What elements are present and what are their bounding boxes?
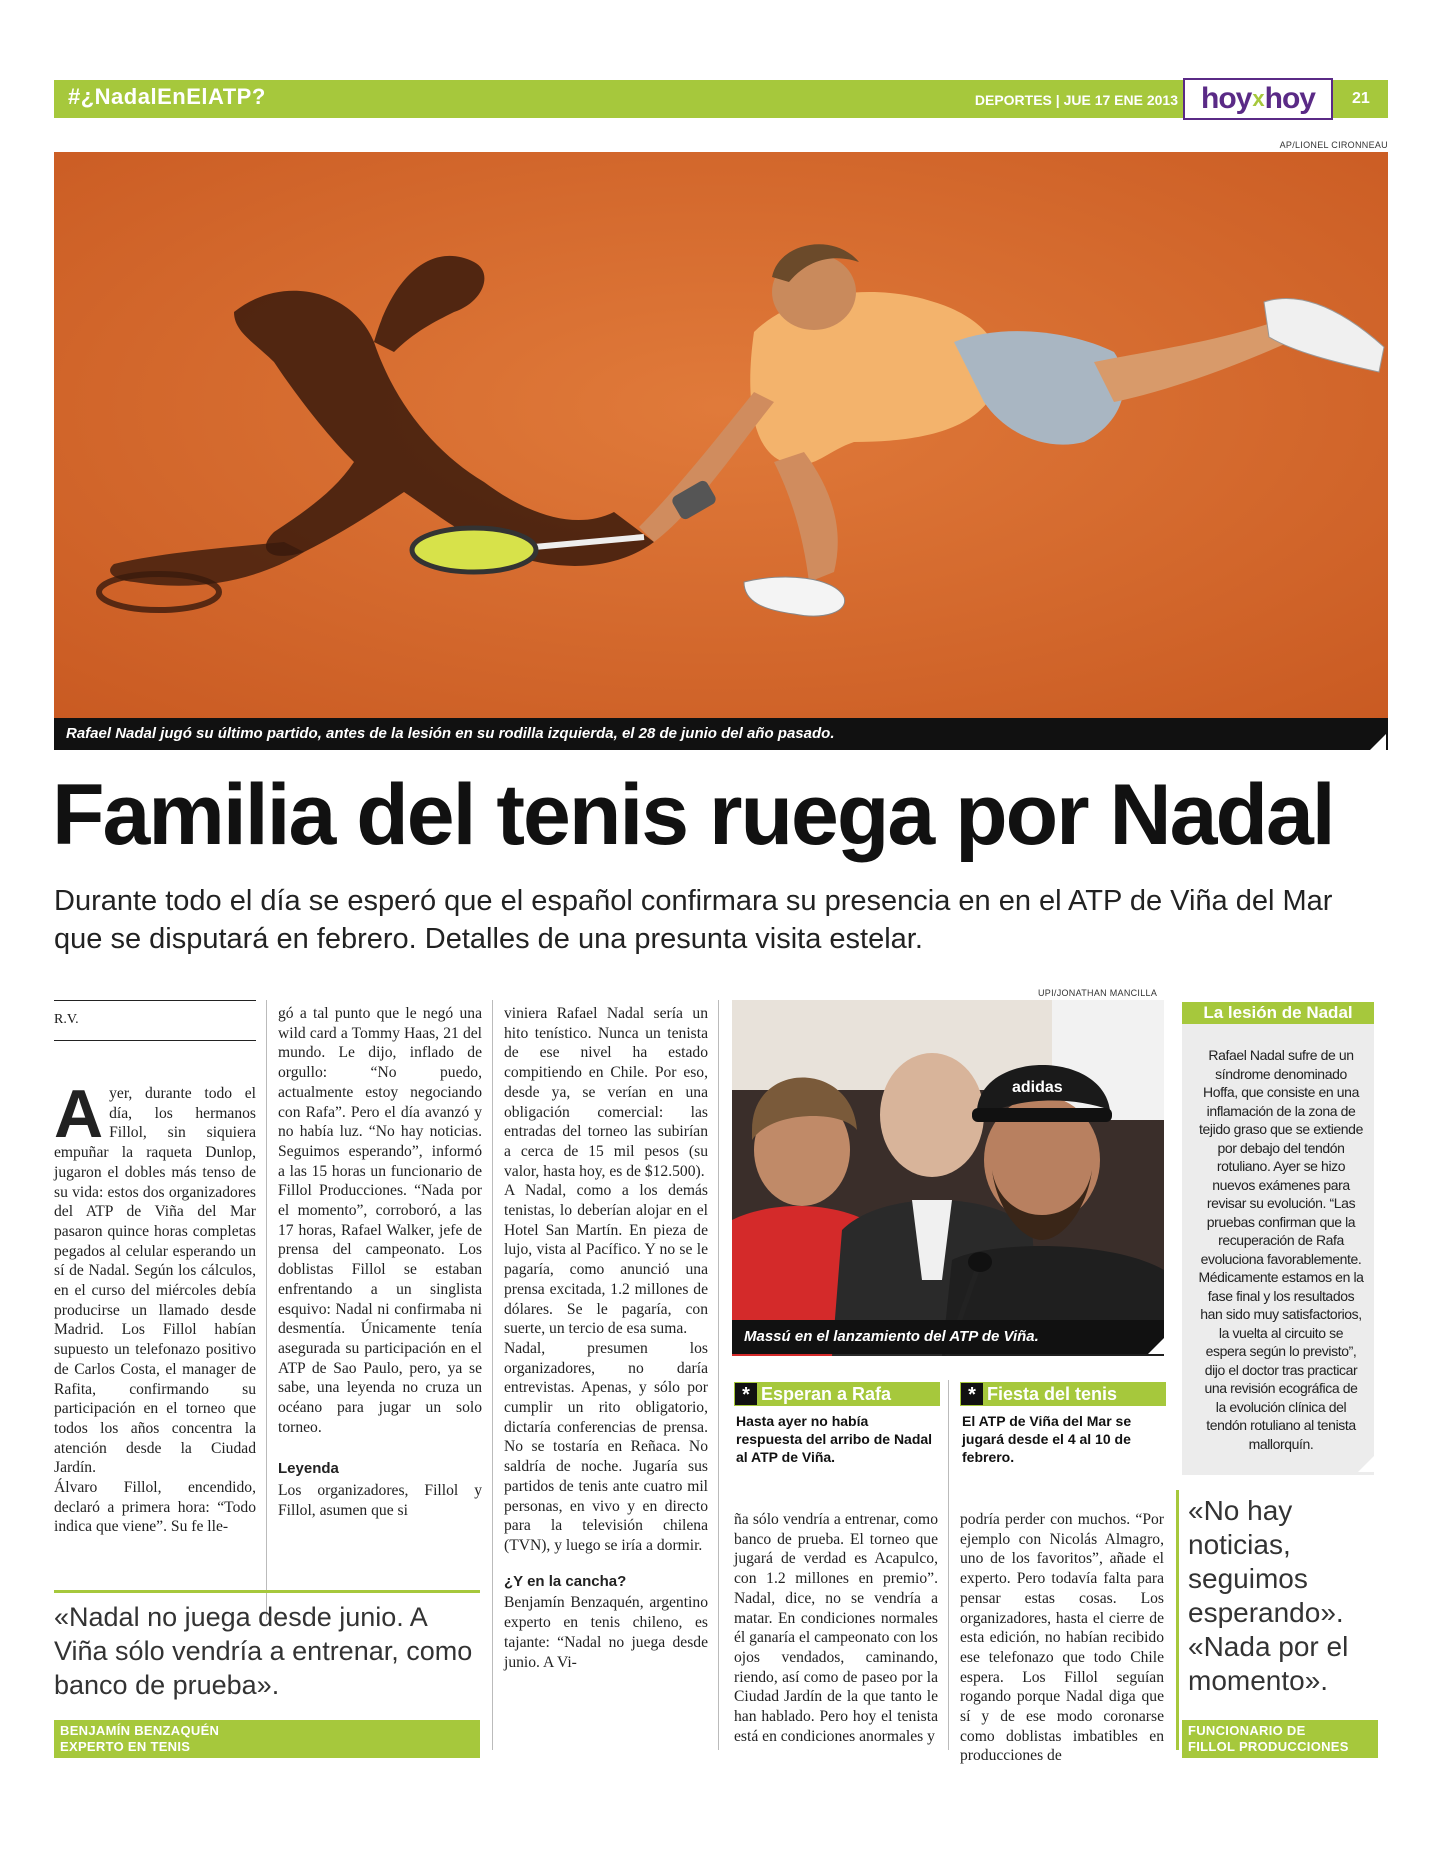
pull-quote-1: «Nadal no juega desde junio. A Viña sólo vendría a entrenar, como banco de prueba». bbox=[54, 1602, 473, 1700]
quote1-name: BENJAMÍN BENZAQUÉN bbox=[60, 1723, 220, 1738]
quote1-role: EXPERTO EN TENIS bbox=[60, 1739, 191, 1754]
caption2-corner-icon bbox=[1148, 1338, 1164, 1354]
quote2-attribution bbox=[1182, 1720, 1378, 1758]
sidebar2-text: El ATP de Viña del Mar se jugará desde el 4 al 10 de febrero. bbox=[962, 1413, 1132, 1465]
asterisk-icon: * bbox=[961, 1383, 983, 1405]
column-divider-3 bbox=[718, 1000, 719, 1750]
quote2-name: FUNCIONARIO DE bbox=[1188, 1723, 1306, 1738]
headline: Familia del tenis ruega por Nadal bbox=[52, 767, 1334, 863]
col3-paragraph-3: Nadal, presumen los organizadores, no daría entrevistas. Apenas, y sólo por cumplir un rito obligatorio, dictaría conferencias de prensa. No se tostaría en Reñaca. No saldría de noche. Jugaría sus partidos de tenis ante cuatro mil personas, en vivo y en directo para la televisión chilena (TVN), y luego se iría a dormir. bbox=[504, 1339, 708, 1554]
pull-quote-2: «No hay noticias, seguimos esperando». «Nada por el momento». bbox=[1188, 1495, 1349, 1696]
box-corner-icon bbox=[1358, 1456, 1374, 1472]
col3-paragraph: viniera Rafael Nadal sería un hito tenístico. Nunca un tenista de ese nivel ha estado compitiendo en Chile. Por eso, desde ya, se verían en una obligación comercial: las entradas del torneo las subirían a cerca de 15 mil pesos (su valor, hasta hoy, es de $12.500). bbox=[504, 1005, 708, 1180]
col3-paragraph-4: Benjamín Benzaquén, argentino experto en tenis chileno, es tajante: “Nadal no juega desde junio. A Vi- bbox=[504, 1594, 708, 1671]
injury-box-text: Rafael Nadal sufre de un síndrome denominado Hoffa, que consiste en una inflamación de la zona de tejido graso que se extiende por debajo del tendón rotuliano. Ayer se hizo nuevos exámenes para revisar su evolución. “Las pruebas confirman que la recuperación de Rafa evoluciona favorablemente. Médicamente estamos en la fase final y los resultados han sido muy satisfactorios, la vuelta al circuito se espera según lo previsto”, dijo el doctor tras practicar una revisión ecográfica de la evolución clínica del tendón rotuliano al tenista mallorquín. bbox=[1198, 1047, 1364, 1452]
article-column-3 bbox=[504, 1004, 708, 1672]
sidebar1-title: Esperan a Rafa bbox=[761, 1384, 892, 1404]
article-column-5 bbox=[960, 1510, 1164, 1766]
quote2-role: FILLOL PRODUCCIONES bbox=[1188, 1739, 1349, 1754]
drop-cap: A bbox=[54, 1076, 104, 1152]
subhead-leyenda: Leyenda bbox=[278, 1460, 339, 1478]
subhead-cancha: ¿Y en la cancha? bbox=[504, 1572, 627, 1590]
article-column-1 bbox=[54, 1076, 256, 1537]
newspaper-logo bbox=[1183, 78, 1333, 120]
photo2-caption: Massú en el lanzamiento del ATP de Viña. bbox=[732, 1320, 1164, 1354]
col2-paragraph-2: Los organizadores, Fillol y Fillol, asumen que si bbox=[278, 1482, 482, 1519]
press-conference-illustration bbox=[732, 1000, 1164, 1356]
col2-paragraph: gó a tal punto que le negó una wild card a Tommy Haas, 21 del mundo. Le dijo, inflado de orgullo: “No puedo, actualmente estoy negociando con Rafa”. Pero el día avanzó y no había luz. “No hay noticias. Seguimos esperando”, informó a las 15 horas un funcionario de Fillol Producciones. “Nada por el momento”, corroboró, a las 17 horas, Rafael Walker, jefe de prensa del campeonato. Los doblistas Fillol se estaban enfrentando a un singlista esquivo: Nadal ni confirmaba ni desmentía. Únicamente tenía asegurada su participación en el ATP de Sao Paulo, pero, ya se sabe, una leyenda no cruza un océano para jugar un solo torneo. bbox=[278, 1005, 482, 1436]
section-date: DEPORTES | JUE 17 ENE 2013 bbox=[974, 92, 1178, 108]
sidebar2-header bbox=[960, 1382, 1166, 1406]
quote1-attribution bbox=[54, 1720, 480, 1758]
sidebar1-text: Hasta ayer no había respuesta del arribo de Nadal al ATP de Viña. bbox=[736, 1413, 933, 1465]
column-divider-2 bbox=[492, 1000, 493, 1750]
byline: R.V. bbox=[54, 1012, 79, 1027]
col1-paragraph-2: Álvaro Fillol, encendido, declaró a primera hora: “Todo indica que viene”. Su fe lle- bbox=[54, 1479, 256, 1536]
col5-paragraph: podría perder con muchos. “Por ejemplo con Nicolás Almagro, uno de los favoritos”, añade el experto. Pero todavía falta para pensar estas cosas. Los organizadores, hasta el cierre de esta edición, no habían recibido ese telefonazo que todo Chile espera. Los Fillol seguían rogando porque Nadal diga que sí y de ese modo coronarse como doblistas imbatibles en producciones de bbox=[960, 1511, 1164, 1765]
logo-left: hoy bbox=[1201, 82, 1252, 115]
byline-rule-top bbox=[54, 1000, 256, 1001]
column-divider-4 bbox=[948, 1380, 949, 1750]
tennis-player-illustration bbox=[54, 152, 1388, 718]
logo-x: x bbox=[1252, 86, 1264, 111]
logo-right: hoy bbox=[1264, 82, 1315, 115]
article-column-2 bbox=[278, 1004, 482, 1521]
column-divider-1 bbox=[266, 1000, 267, 1620]
col1-paragraph: yer, durante todo el día, los hermanos Fillol, sin siquiera empuñar la raqueta Dunlop, jugaron el dobles más tenso de su vida: estos dos organizadores del ATP de Viña del Mar pasaron quince horas completas pegados al celular esperando un sí de Nadal. Según los cálculos, en el curso del miércoles debía producirse un llamado desde Madrid. Los Fillol habían supuesto un telefonazo positivo de Carlos Costa, el manager de Rafita, confirmando su participación en el torneo que todos los años concentra la atención desde la Ciudad Jardín. bbox=[54, 1085, 256, 1477]
quote2-rule bbox=[1176, 1490, 1179, 1750]
photo2-credit: UPI/JONATHAN MANCILLA bbox=[1038, 988, 1158, 998]
caption-corner-icon bbox=[1370, 734, 1386, 750]
col3-paragraph-2: A Nadal, como a los demás tenistas, lo deberían alojar en el Hotel San Martín. En pieza de lujo, vista al Pacífico. Y no se le pagaría, como anunció una prensa excitada, 1.2 millones de dólares. Se le pagaría, con suerte, un tercio de esa suma. bbox=[504, 1182, 708, 1338]
cap-logo-text: adidas bbox=[1012, 1079, 1063, 1096]
hashtag: #¿NadalEnElATP? bbox=[68, 84, 266, 109]
quote1-rule bbox=[54, 1590, 480, 1593]
sidebar2-title: Fiesta del tenis bbox=[987, 1384, 1118, 1404]
massu-photo bbox=[732, 1000, 1164, 1356]
byline-rule-bottom bbox=[54, 1040, 256, 1041]
sidebar1-header bbox=[734, 1382, 940, 1406]
col4-paragraph: ña sólo vendría a entrenar, como banco de prueba. El torneo que jugará de verdad es Acapulco, con 1.2 millones en premio”. Nadal, dice, no se vendría a matar. En condiciones normales él ganaría el campeonato con los ojos vendados, caminando, riendo, así como de paseo por la Ciudad Jardín de la que tanto le han hablado. Pero hoy el tenista está en condiciones anormales y bbox=[734, 1511, 938, 1745]
hero-caption: Rafael Nadal jugó su último partido, antes de la lesión en su rodilla izquierda, el 28 de junio del año pasado. bbox=[54, 718, 1388, 750]
article-column-4 bbox=[734, 1510, 938, 1746]
page-number: 21 bbox=[1352, 90, 1370, 107]
hero-photo bbox=[54, 152, 1388, 718]
hero-photo-credit: AP/LIONEL CIRONNEAU bbox=[1279, 140, 1388, 150]
injury-box-title: La lesión de Nadal bbox=[1182, 1002, 1374, 1024]
asterisk-icon: * bbox=[735, 1383, 757, 1405]
deck: Durante todo el día se esperó que el español confirmara su presencia en en el ATP de Viña del Mar que se disputará en febrero. Detalles de una presunta visita estelar. bbox=[54, 885, 1333, 955]
